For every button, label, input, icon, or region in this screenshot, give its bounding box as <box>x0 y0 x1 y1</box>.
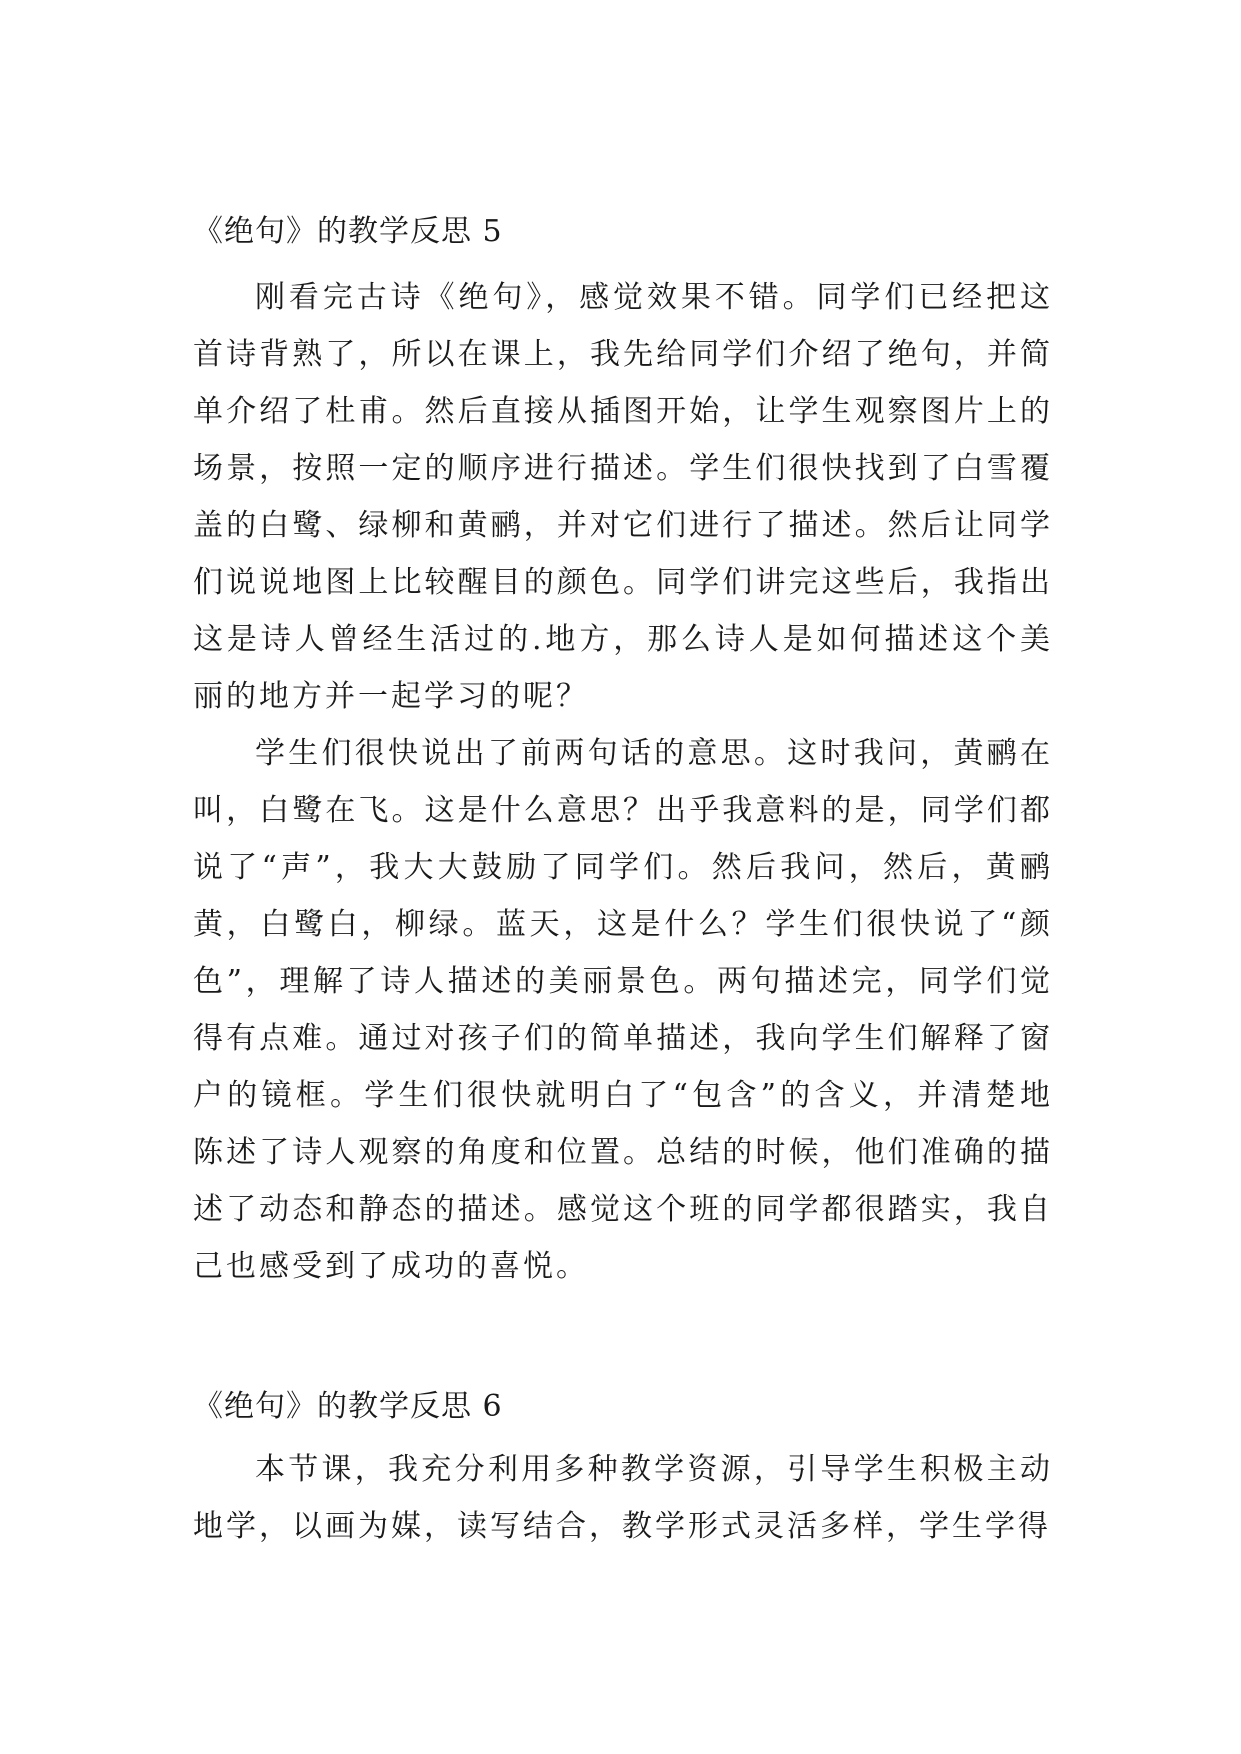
section-heading: 《绝句》的教学反思 6 <box>193 1389 503 1424</box>
paragraph: 刚看完古诗《绝句》，感觉效果不错。同学们已经把这首诗背熟了，所以在课上，我先给同学们介绍了绝句，并简单介绍了杜甫。然后直接从插图开始，让学生观察图片上的场景，按照一定的顺序进行描述。学生们很快找到了白雪覆盖的白鹭、绿柳和黄鹂，并对它们进行了描述。然后让同学们说说地图上比较醒目的颜色。同学们讲完这些后，我指出这是诗人曾经生活过的.地方，那么诗人是如何描述这个美丽的地方并一起学习的呢？ <box>193 280 1053 714</box>
reflection-section-5 <box>193 212 1053 1295</box>
paragraph: 学生们很快说出了前两句话的意思。这时我问，黄鹂在叫，白鹭在飞。这是什么意思？出乎我意料的是，同学们都说了“声”，我大大鼓励了同学们。然后我问，然后，黄鹂黄，白鹭白，柳绿。蓝天，这是什么？学生们很快说了“颜色”，理解了诗人描述的美丽景色。两句描述完，同学们觉得有点难。通过对孩子们的简单描述，我向学生们解释了窗户的镜框。学生们很快就明白了“包含”的含义，并清楚地陈述了诗人观察的角度和位置。总结的时候，他们准确的描述了动态和静态的描述。感觉这个班的同学都很踏实，我自己也感受到了成功的喜悦。 <box>193 736 1053 1284</box>
section-heading: 《绝句》的教学反思 5 <box>193 214 503 249</box>
paragraph: 本节课，我充分利用多种教学资源，引导学生积极主动地学，以画为媒，读写结合，教学形式灵活多样，学生学得 <box>193 1452 1053 1544</box>
reflection-section-6 <box>193 1387 1053 1555</box>
